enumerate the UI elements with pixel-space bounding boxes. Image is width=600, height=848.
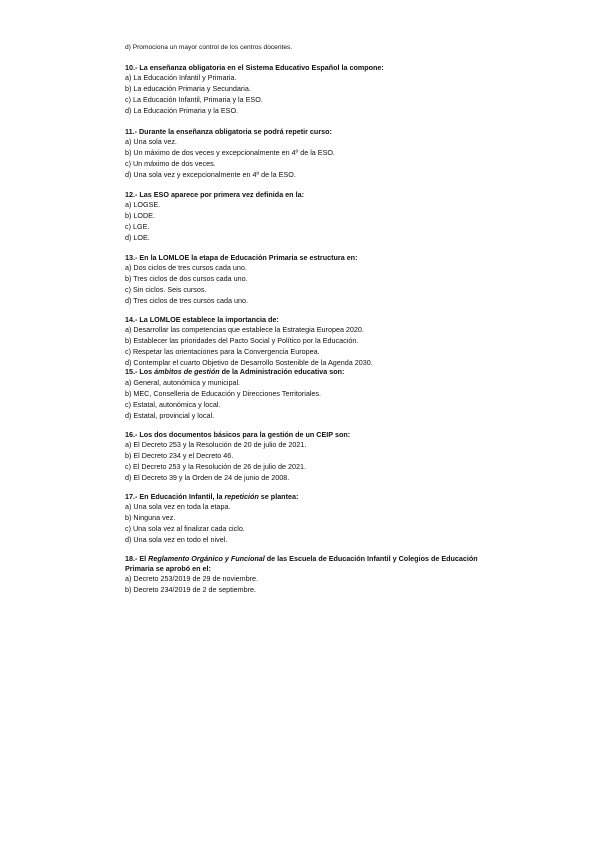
question-15-option-a: a) General, autonómica y municipal. (125, 378, 241, 387)
question-11-option-b: b) Un máximo de dos veces y excepcionalmente en 4º de la ESO. (125, 148, 335, 157)
question-13-option-a: a) Dos ciclos de tres cursos cada uno. (125, 263, 247, 272)
question-18-prefix: 18.- El (125, 554, 149, 563)
question-16-option-c: c) El Decreto 253 y la Resolución de 26 de julio de 2021. (125, 462, 306, 471)
question-11-option-d: d) Una sola vez y excepcionalmente en 4º de la ESO. (125, 170, 296, 179)
question-17-option-a: a) Una sola vez en toda la etapa. (125, 502, 231, 511)
question-18 (125, 554, 478, 564)
question-13: 13.- En la LOMLOE la etapa de Educación Primaria se estructura en: (125, 253, 358, 262)
question-11-option-c: c) Un máximo de dos veces. (125, 159, 216, 168)
question-10-option-b: b) La educación Primaria y Secundaria. (125, 84, 251, 93)
question-11: 11.- Durante la enseñanza obligatoria se podrá repetir curso: (125, 127, 332, 136)
question-14-option-d: d) Contemplar el cuarto Objetivo de Desarrollo Sostenible de la Agenda 2030. (125, 358, 373, 367)
question-13-option-c: c) Sin ciclos. Seis cursos. (125, 285, 207, 294)
question-15-option-b: b) MEC, Conselleria de Educación y Direcciones Territoriales. (125, 389, 322, 398)
question-13-option-b: b) Tres ciclos de dos cursos cada uno. (125, 274, 248, 283)
question-18-italic: Reglamento Orgánico y Funcional (148, 554, 265, 563)
question-14-option-a: a) Desarrollar las competencias que establece la Estrategia Europea 2020. (125, 325, 364, 334)
question-16-option-b: b) El Decreto 234 y el Decreto 46. (125, 451, 234, 460)
question-17 (125, 492, 298, 502)
question-17-prefix: 17.- En Educación Infantil, la (125, 492, 225, 501)
question-14-option-b: b) Establecer las prioridades del Pacto Social y Político por la Educación. (125, 336, 359, 345)
question-18-option-b: b) Decreto 234/2019 de 2 de septiembre. (125, 585, 257, 594)
question-10-option-a: a) La Educación Infantil y Primaria. (125, 73, 237, 82)
question-16: 16.- Los dos documentos básicos para la gestión de un CEIP son: (125, 430, 351, 439)
question-14-option-c: c) Respetar las orientaciones para la Convergencia Europea. (125, 347, 320, 356)
question-12-option-b: b) LODE. (125, 211, 155, 220)
question-14: 14.- La LOMLOE establece la importancia de: (125, 315, 279, 324)
question-11-option-a: a) Una sola vez. (125, 137, 177, 146)
question-18-option-a: a) Decreto 253/2019 de 29 de noviembre. (125, 574, 259, 583)
question-18-suffix: de las Escuela de Educación Infantil y Colegios de Educación (264, 554, 478, 563)
question-15-prefix: 15.- Los (125, 367, 155, 376)
question-17-italic: repetición (224, 492, 259, 501)
question-15-option-c: c) Estatal, autonómica y local. (125, 400, 221, 409)
question-15-option-d: d) Estatal, provincial y local. (125, 411, 215, 420)
question-15 (125, 367, 344, 377)
question-12-option-a: a) LOGSE. (125, 200, 161, 209)
question-15-suffix: de la Administración educativa son: (219, 367, 345, 376)
question-17-option-c: c) Una sola vez al finalizar cada ciclo. (125, 524, 245, 533)
question-16-option-a: a) El Decreto 253 y la Resolución de 20 de julio de 2021. (125, 440, 307, 449)
question-17-option-b: b) Ninguna vez. (125, 513, 176, 522)
question-10: 10.- La enseñanza obligatoria en el Sistema Educativo Español la compone: (125, 63, 384, 72)
question-12-option-c: c) LGE. (125, 222, 150, 231)
question-13-option-d: d) Tres ciclos de tres cursos cada uno. (125, 296, 249, 305)
question-17-suffix: se plantea: (258, 492, 299, 501)
intro-option-d: d) Promociona un mayor control de los centros docentes. (125, 44, 293, 51)
question-10-option-d: d) La Educación Primaria y la ESO. (125, 106, 239, 115)
question-18-line-2: Primaria se aprobó en el: (125, 564, 211, 573)
question-17-option-d: d) Una sola vez en todo el nivel. (125, 535, 228, 544)
question-12: 12.- Las ESO aparece por primera vez definida en la: (125, 190, 304, 199)
question-10-option-c: c) La Educación Infantil, Primaria y la ESO. (125, 95, 263, 104)
question-12-option-d: d) LOE. (125, 233, 150, 242)
question-15-italic: ámbitos de gestión (154, 367, 220, 376)
question-16-option-d: d) El Decreto 39 y la Orden de 24 de junio de 2008. (125, 473, 290, 482)
